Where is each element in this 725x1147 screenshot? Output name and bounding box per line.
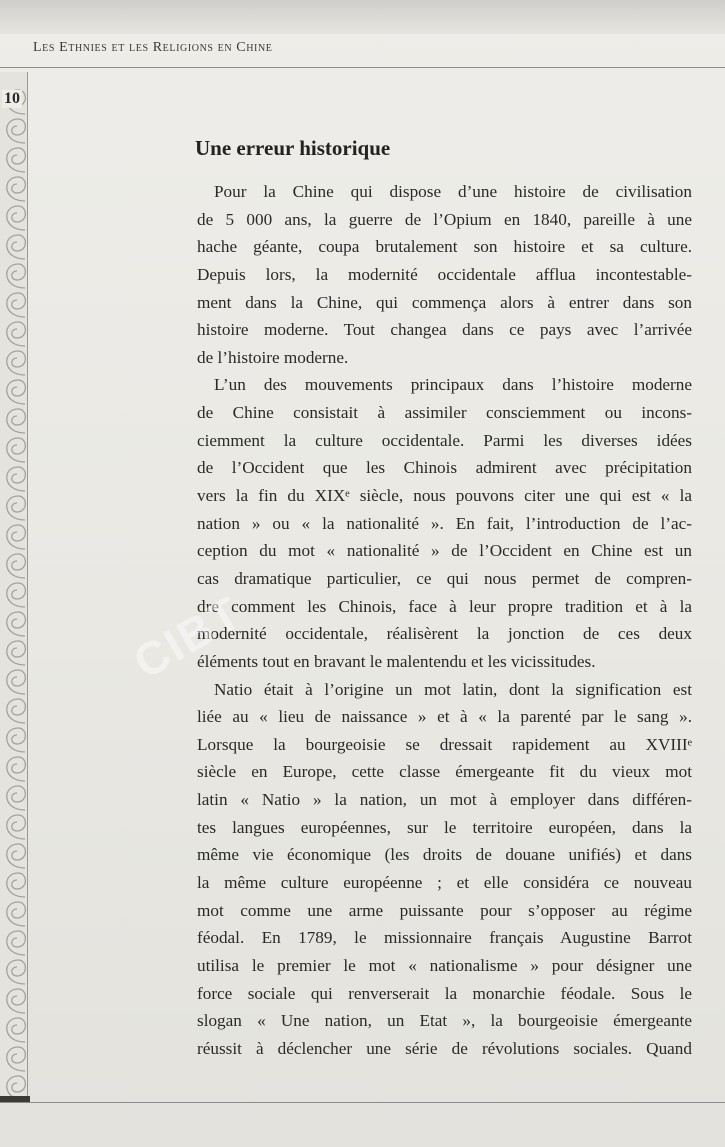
text-line: dre comment les Chinois, face à leur propre tradition et à la [197,596,692,616]
text-line: L’un des mouvements principaux dans l’histoire moderne [214,375,692,395]
text-line: nation » ou « la nationalité ». En fait, l’introduction de l’ac- [197,513,692,533]
text-line: ception du mot « nationalité » de l’Occident en Chine est un [197,541,692,561]
scroll-ornament [7,119,26,143]
scroll-ornament [7,728,26,752]
scroll-ornament [7,757,26,781]
scroll-ornament [7,148,26,172]
scroll-ornament [7,177,26,201]
scroll-ornament [7,496,26,520]
text-line: Pour la Chine qui dispose d’une histoire de civilisation [214,182,692,201]
header-rule [0,67,725,68]
scroll-ornament [7,525,26,549]
text-line: éléments tout en bravant le malentendu et les vicissitudes. [197,651,596,671]
text-line: histoire moderne. Tout changea dans ce pays avec l’arrivée [197,320,692,340]
text-line: liée au « lieu de naissance » et à « la parenté par le sang ». [197,707,692,727]
decorative-border-strip [0,72,28,1102]
scroll-ornament [7,293,26,317]
text-line: ment dans la Chine, qui commença alors à entrer dans son [197,292,692,312]
scroll-ornament [7,235,26,259]
scroll-ornament [7,641,26,665]
text-line: féodal. En 1789, le missionnaire français Augustine Barrot [197,928,692,948]
text-line: de Chine consistait à assimiler consciemment ou incons- [197,403,692,423]
scroll-ornament [7,467,26,491]
scroll-ornament [7,989,26,1013]
section-heading: Une erreur historique [195,136,391,160]
scroll-ornament [7,1018,26,1042]
scroll-ornament [7,815,26,839]
scroll-ornament [7,351,26,375]
text-line: ciemment la culture occidentale. Parmi les diverses idées [197,430,692,450]
text-line: force sociale qui renverserait la monarchie féodale. Sous le [197,983,692,1003]
scroll-ornament [7,438,26,462]
scroll-ornament [7,554,26,578]
scroll-ornament [7,612,26,636]
scroll-ornament [7,322,26,346]
scroll-ornament [7,931,26,955]
scroll-ornament [7,380,26,404]
scroll-ornament [7,844,26,868]
scroll-ornament [7,264,26,288]
text-line: vers la fin du XIXᵉ siècle, nous pouvons citer une qui est « la [197,486,692,506]
scroll-ornament [7,960,26,984]
text-line: slogan « Une nation, un Etat », la bourgeoisie émergeante [197,1011,692,1031]
scroll-ornament [7,409,26,433]
text-line: Natio était à l’origine un mot latin, dont la signification est [214,679,692,699]
scroll-ornament [7,699,26,723]
text-line: de l’histoire moderne. [197,347,349,367]
scroll-ornament [7,873,26,897]
text-line: de l’Occident que les Chinois admirent avec précipitation [197,458,692,478]
body-text [197,178,692,1063]
text-line: siècle en Europe, cette classe émergeante fit du vieux mot [197,762,692,782]
scroll-ornament [7,206,26,230]
text-line: cas dramatique particulier, ce qui nous permet de compren- [197,568,692,588]
top-shadow [0,0,725,34]
text-line: réussit à déclencher une série de révolutions sociales. Quand [197,1038,692,1058]
text-line: la même culture européenne ; et elle considéra ce nouveau [197,873,692,893]
text-line: de 5 000 ans, la guerre de l’Opium en 1840, pareille à une [197,209,692,229]
scroll-ornament [7,583,26,607]
text-line: mot comme une arme puissante pour s’opposer au régime [197,900,692,920]
text-line: même vie économique (les droits de douane unifiés) et dans [197,845,692,865]
scroll-ornament [7,902,26,926]
running-head: Les Ethnies et les Religions en Chine [33,40,273,55]
text-line: tes langues européennes, sur le territoire européen, dans la [197,817,692,837]
text-line: utilisa le premier le mot « nationalisme » pour désigner une [197,955,692,975]
scroll-ornament [7,1047,26,1071]
page-number: 10 [4,90,20,107]
watermark: CIBT [124,585,251,689]
text-line: modernité occidentale, réalisèrent la jonction de ces deux [197,624,692,644]
cloud-scroll-pattern [0,72,27,1102]
text-line: latin « Natio » la nation, un mot à employer dans différen- [197,790,692,810]
footer-rule [0,1102,725,1103]
scroll-ornament [7,670,26,694]
scroll-ornament [7,786,26,810]
text-line: hache géante, coupa brutalement son histoire et sa culture. [197,237,692,257]
text-line: Lorsque la bourgeoisie se dressait rapidement au XVIIIᵉ [197,734,692,754]
text-line: Depuis lors, la modernité occidentale afflua incontestable- [197,264,692,284]
